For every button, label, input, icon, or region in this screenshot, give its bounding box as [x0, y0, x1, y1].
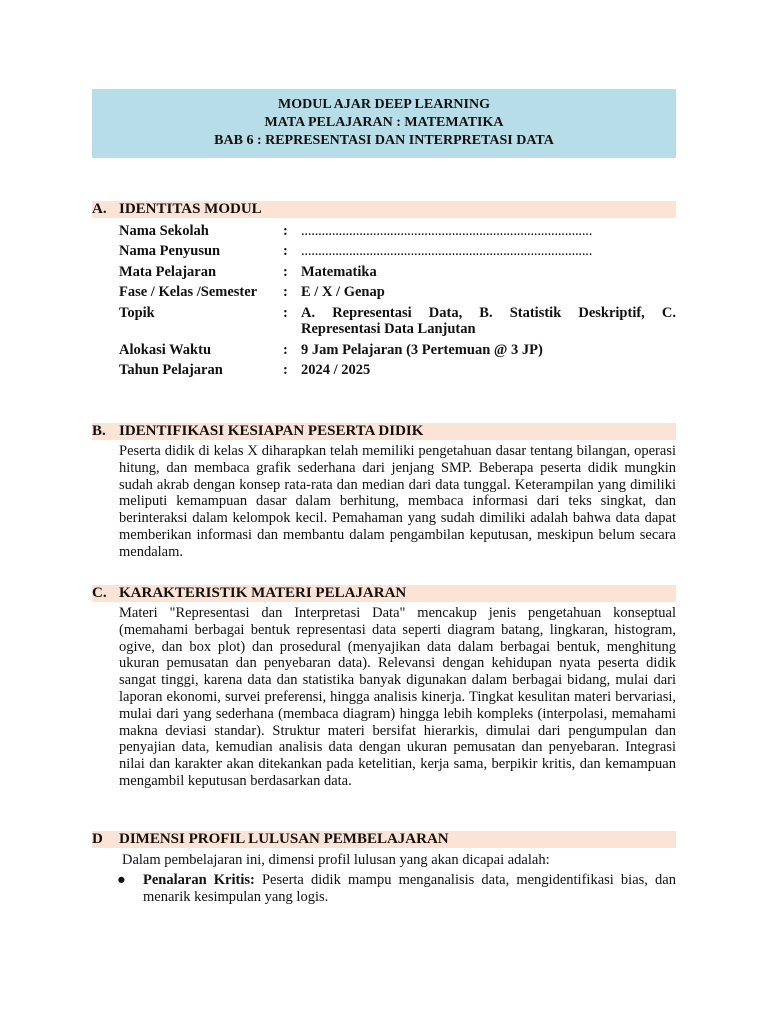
identity-colon: :	[283, 342, 288, 358]
section-a-heading	[92, 201, 676, 218]
bullet-term: Penalaran Kritis:	[143, 872, 255, 888]
identity-label: Tahun Pelajaran	[119, 362, 223, 378]
chapter-title: BAB 6 : REPRESENTASI DAN INTERPRETASI DATA	[214, 133, 554, 148]
identity-value: .....................................................................................	[301, 223, 593, 239]
identity-colon: :	[283, 264, 288, 280]
identity-label: Nama Sekolah	[119, 223, 209, 239]
identity-colon: :	[283, 284, 288, 300]
section-c-letter: C.	[92, 585, 107, 601]
bullet-icon: ●	[117, 872, 126, 888]
module-title: MODUL AJAR DEEP LEARNING	[278, 97, 490, 112]
subject-title: MATA PELAJARAN : MATEMATIKA	[264, 115, 504, 130]
identity-value: E / X / Genap	[301, 284, 385, 300]
section-d-title: DIMENSI PROFIL LULUSAN PEMBELAJARAN	[119, 831, 449, 847]
identity-value: 2024 / 2025	[301, 362, 371, 378]
identity-colon: :	[283, 223, 288, 239]
section-a-letter: A.	[92, 201, 107, 217]
section-a-title: IDENTITAS MODUL	[119, 201, 262, 217]
identity-value: A. Representasi Data, B. Statistik Deskriptif, C. Representasi Data Lanjutan	[301, 305, 676, 337]
section-c-heading	[92, 585, 676, 602]
bullet-description: Peserta didik mampu menganalisis data, mengidentifikasi bias, dan menarik kesimpulan yang logis.	[143, 872, 676, 905]
section-b-letter: B.	[92, 423, 106, 439]
section-d-intro: Dalam pembelajaran ini, dimensi profil lulusan yang akan dicapai adalah:	[122, 852, 550, 868]
section-c-paragraph: Materi "Representasi dan Interpretasi Data" mencakup jenis pengetahuan konseptual (memahami berbagai bentuk representasi data seperti diagram batang, lingkaran, histogram, ogive, dan box plot) dan prosedural (menyajikan data dalam berbagai bentuk, menghitung ukuran pemusatan dan penyebaran data). Relevansi dengan kehidupan nyata peserta didik sangat tinggi, karena data dan statistika banyak digunakan dalam berbagai bidang, mulai dari laporan ekonomi, survei preferensi, hingga analisis kinerja. Tingkat kesulitan materi bervariasi, mulai dari yang sederhana (membaca diagram) hingga lebih kompleks (interpolasi, memahami makna deviasi standar). Struktur materi bersifat hierarkis, dimulai dari pengumpulan dan penyajian data, kemudian analisis data dengan ukuran pemusatan dan penyebaran. Integrasi nilai dan karakter akan ditekankan pada ketelitian, kerja sama, berpikir kritis, dan kemampuan mengambil keputusan berdasarkan data.	[119, 605, 676, 789]
identity-label: Alokasi Waktu	[119, 342, 212, 358]
identity-label: Fase / Kelas /Semester	[119, 284, 258, 300]
section-d-letter: D	[92, 831, 103, 847]
bullet-text	[143, 872, 676, 906]
identity-label: Nama Penyusun	[119, 243, 221, 259]
identity-colon: :	[283, 243, 288, 259]
identity-label: Topik	[119, 305, 155, 321]
identity-value: 9 Jam Pelajaran (3 Pertemuan @ 3 JP)	[301, 342, 543, 358]
section-b-heading	[92, 423, 676, 440]
identity-value: .....................................................................................	[301, 243, 593, 259]
identity-label: Mata Pelajaran	[119, 264, 217, 280]
section-b-paragraph: Peserta didik di kelas X diharapkan telah memiliki pengetahuan dasar tentang bilangan, operasi hitung, dan membaca grafik sederhana dari jenjang SMP. Beberapa peserta didik mungkin sudah akrab dengan konsep rata-rata dan median dari data tunggal. Keterampilan yang dimiliki meliputi kemampuan dasar dalam berhitung, membaca informasi dari teks singkat, dan berinteraksi dalam kelompok kecil. Pemahaman yang sudah dimiliki adalah bahwa data dapat memberikan informasi dan membantu dalam pengambilan keputusan, meskipun belum secara mendalam.	[119, 443, 676, 560]
identity-colon: :	[283, 362, 288, 378]
section-c-title: KARAKTERISTIK MATERI PELAJARAN	[119, 585, 407, 601]
section-d-heading	[92, 831, 676, 848]
identity-value: Matematika	[301, 264, 377, 280]
identity-colon: :	[283, 305, 288, 321]
section-b-title: IDENTIFIKASI KESIAPAN PESERTA DIDIK	[119, 423, 424, 439]
module-title-box	[92, 89, 676, 158]
